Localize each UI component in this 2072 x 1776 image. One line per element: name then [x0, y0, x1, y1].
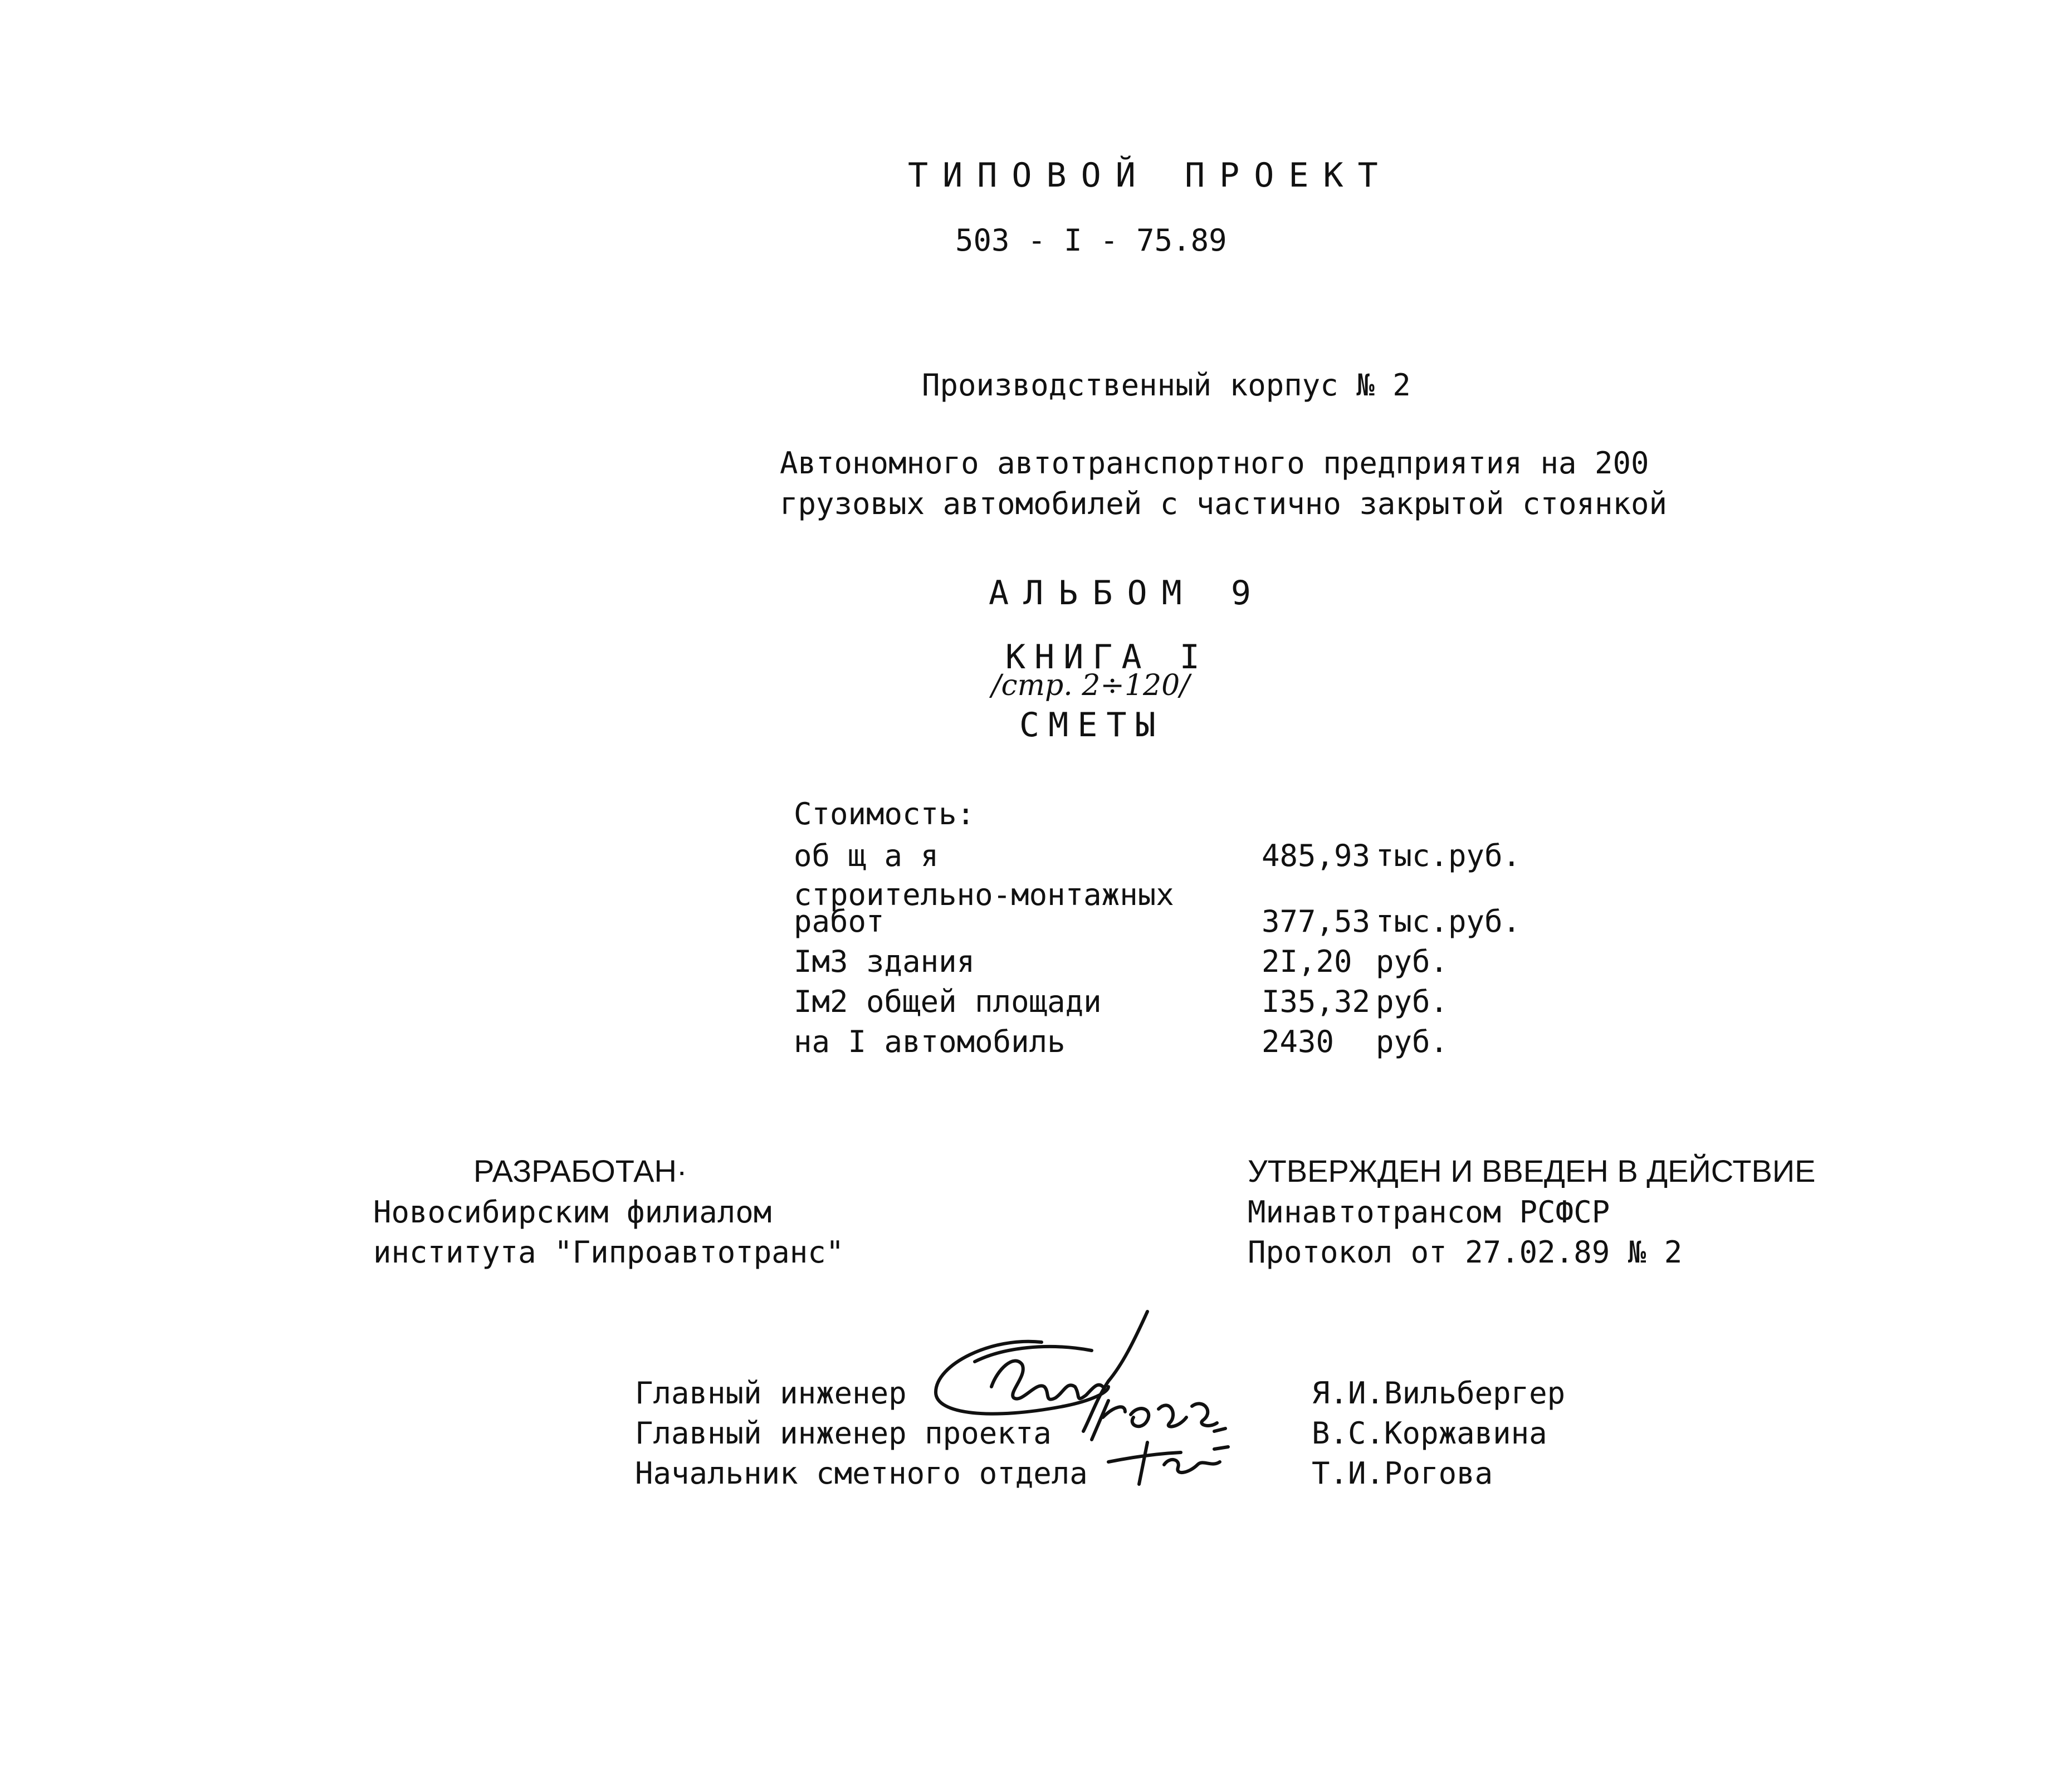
building-description-line2: грузовых автомобилей с частично закрытой стоянкой [780, 486, 1668, 521]
signature-role-chief-engineer: Главный инженер [635, 1376, 907, 1411]
signature-role-chief-project-engineer: Главный инженер проекта [635, 1416, 1052, 1451]
building-description-line1: Автономного автотранспортного предприятия на 200 [780, 446, 1649, 481]
cost-label-construction: работ [794, 904, 884, 939]
cost-value-per-vehicle: 2430 [1262, 1024, 1335, 1059]
cost-heading: Стоимость: [794, 796, 975, 831]
signature-name-estimates-head: Т.И.Рогова [1312, 1456, 1493, 1491]
signature-name-chief-project-engineer: В.С.Коржавина [1312, 1416, 1547, 1451]
approved-heading: УТВЕРЖДЕН И ВВЕДЕН В ДЕЙСТВИЕ [1248, 1153, 1816, 1188]
cost-unit-per-vehicle: руб. [1376, 1024, 1449, 1059]
cost-label-construction-line1: строительно-монтажных [794, 877, 1174, 912]
developed-line1: Новосибирским филиалом [373, 1195, 772, 1230]
building-name: Производственный корпус № 2 [922, 368, 1411, 403]
cost-value-per-m2: I35,32 [1262, 984, 1371, 1019]
signature-estimates-head [1108, 1442, 1220, 1484]
cost-value-total: 485,93 [1262, 838, 1371, 873]
handwritten-signatures [925, 1303, 1270, 1504]
cost-unit-per-m3: руб. [1376, 944, 1449, 979]
approved-line2: Протокол от 27.02.89 № 2 [1248, 1235, 1683, 1270]
cost-value-construction: 377,53 [1262, 904, 1371, 939]
section-label: СМЕТЫ [1019, 706, 1165, 745]
signature-chief-project-engineer [1092, 1401, 1217, 1440]
cost-label-per-m3: Iм3 здания [794, 944, 975, 979]
developed-heading: РАЗРАБОТАН· [473, 1153, 687, 1188]
cost-label-per-m2: Iм2 общей площади [794, 984, 1102, 1019]
signature-name-chief-engineer: Я.И.Вильбергер [1312, 1376, 1566, 1411]
cost-unit-construction: тыс.руб. [1376, 904, 1521, 939]
signature-role-estimates-head: Начальник сметного отдела [635, 1456, 1088, 1491]
document-title: ТИПОВОЙ ПРОЕКТ [908, 156, 1392, 195]
developed-line2: института "Гипроавтотранс" [373, 1235, 844, 1270]
pages-note: /стр. 2÷120/ [991, 669, 1190, 702]
cost-label-per-vehicle: на I автомобиль [794, 1024, 1066, 1059]
approved-line1: Минавтотрансом РСФСР [1248, 1195, 1610, 1230]
project-number: 503 - I - 75.89 [955, 223, 1227, 258]
cost-label-total: об щ а я [794, 838, 939, 873]
album-label: АЛЬБОМ 9 [989, 574, 1265, 613]
book-label: КНИГА I [1005, 638, 1209, 677]
cost-value-per-m3: 2I,20 [1262, 944, 1352, 979]
cost-unit-per-m2: руб. [1376, 984, 1449, 1019]
cost-unit-total: тыс.руб. [1376, 838, 1521, 873]
